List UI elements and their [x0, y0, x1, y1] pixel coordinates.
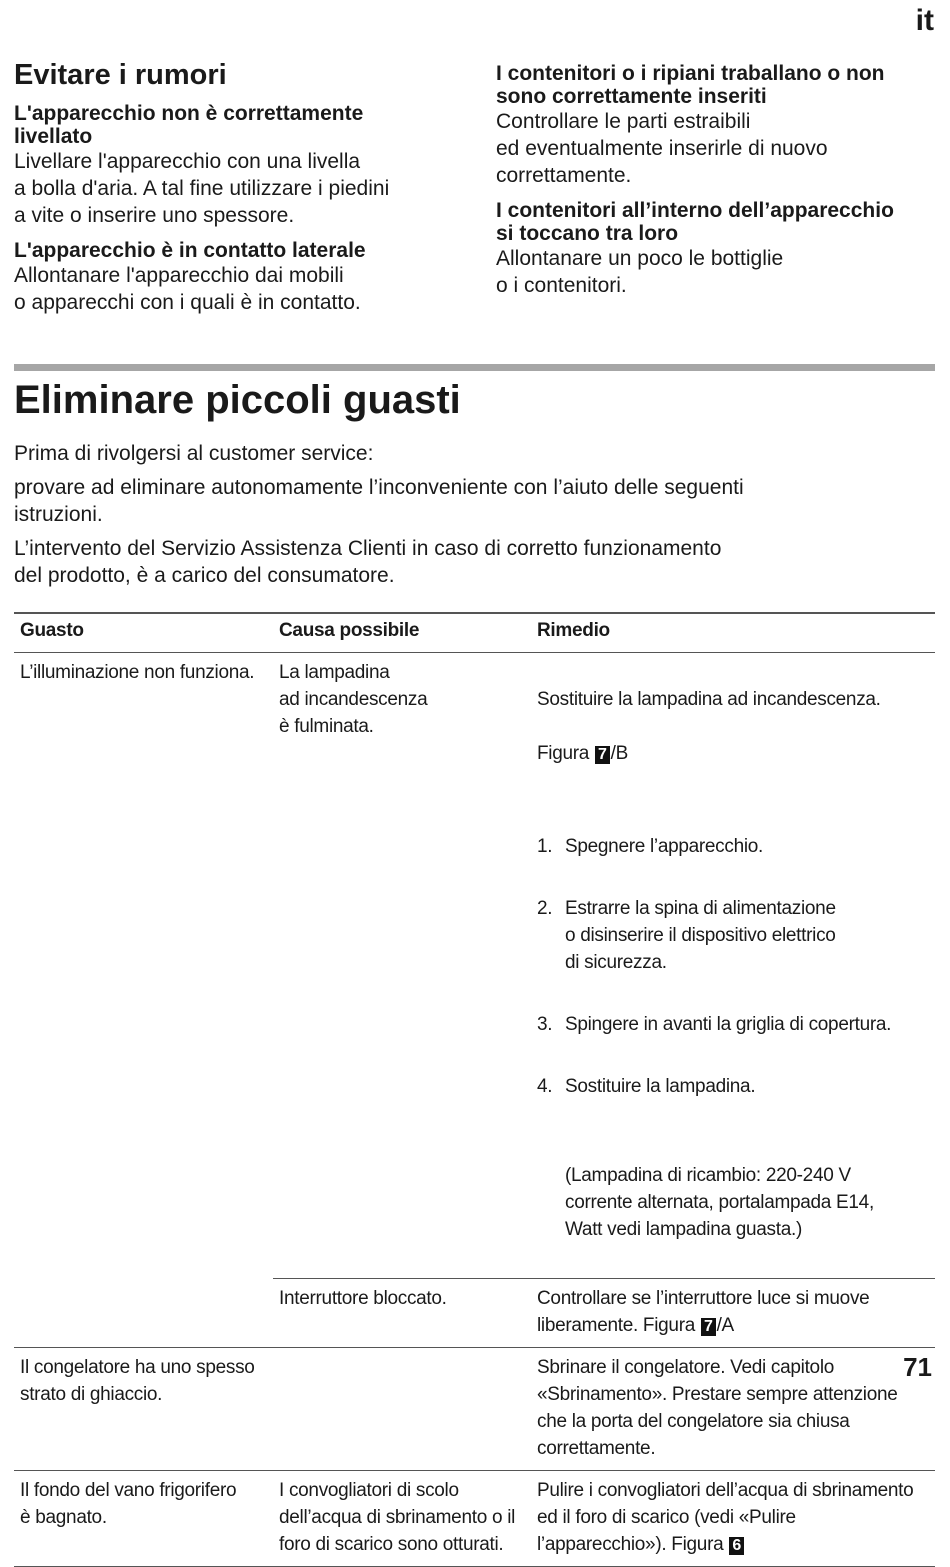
- figure-number-badge: 7: [595, 746, 610, 764]
- list-item: [537, 895, 929, 976]
- noise-heading-2: L'apparecchio è in contatto laterale: [14, 239, 366, 262]
- noise-heading-1: L'apparecchio non è correttamente livellato: [14, 102, 364, 148]
- remedy-cell: [531, 653, 935, 1279]
- noise-body-4: Allontanare un poco le bottiglie o i contenitori.: [496, 247, 784, 297]
- step-number: 4.: [537, 1076, 553, 1097]
- figure-suffix: /A: [716, 1315, 734, 1336]
- step-list: [537, 806, 929, 1135]
- figure-suffix: /B: [610, 743, 629, 764]
- figure-number-badge: 6: [729, 1537, 744, 1555]
- fault-cell: Il congelatore ha uno spesso strato di ghiaccio.: [14, 1348, 273, 1471]
- noise-heading-3: I contenitori o i ripiani traballano o non sono correttamente inseriti: [496, 62, 885, 108]
- cause-cell: [273, 1348, 531, 1471]
- noise-body-1: Livellare l'apparecchio con una livella a bolla d'aria. A tal fine utilizzare i piedini a vite o inserire uno spessore.: [14, 150, 390, 227]
- intro-line-2: provare ad eliminare autonomamente l’inconveniente con l’aiuto delle seguenti istruzioni.: [14, 476, 744, 526]
- cause-cell: La lampadina ad incandescenza è fulminata.: [279, 662, 428, 737]
- table-row: [14, 1348, 935, 1471]
- fault-cell: L’illuminazione non funziona.: [14, 653, 273, 1348]
- remedy-cell: [531, 1471, 935, 1567]
- noise-body-3: Controllare le parti estraibili ed eventualmente inserirle di nuovo correttamente.: [496, 110, 828, 187]
- step-text: Spingere in avanti la griglia di copertura.: [565, 1014, 892, 1035]
- step-text: Sostituire la lampadina.: [565, 1076, 756, 1097]
- intro-line-3: L’intervento del Servizio Assistenza Clienti in caso di corretto funzionamento del prodotto, è a carico del consumatore.: [14, 537, 722, 587]
- remedy-text: Controllare se l’interruttore luce si muove liberamente. Figura: [537, 1288, 870, 1336]
- remedy-figure-ref: [537, 740, 929, 767]
- fault-table: [14, 612, 935, 1567]
- remedy-text: Sostituire la lampadina ad incandescenza.: [537, 689, 881, 710]
- table-row: [14, 653, 935, 1279]
- noise-body-2: Allontanare l'apparecchio dai mobili o apparecchi con i quali è in contatto.: [14, 264, 361, 314]
- replacement-note: (Lampadina di ricambio: 220-240 V corrente alternata, portalampada E14, Watt vedi lampadina guasta.): [565, 1165, 874, 1240]
- step-number: 1.: [537, 836, 553, 857]
- step-text: Spegnere l’apparecchio.: [565, 836, 764, 857]
- remedy-cell: [531, 1279, 935, 1348]
- header-causa: Causa possibile: [273, 613, 531, 653]
- remedy-cell: Sbrinare il congelatore. Vedi capitolo «Sbrinamento». Prestare sempre attenzione che la porta del congelatore sia chiusa correttamente.: [531, 1348, 935, 1471]
- cause-cell: I convogliatori di scolo dell’acqua di sbrinamento o il foro di scarico sono otturati.: [273, 1471, 531, 1567]
- header-rimedio: Rimedio: [531, 613, 935, 653]
- remedy-text: Pulire i convogliatori dell’acqua di sbrinamento ed il foro di scarico (vedi «Pulire l’apparecchio»). Figura: [537, 1480, 914, 1555]
- step-number: 3.: [537, 1014, 553, 1035]
- language-tag: it: [915, 4, 934, 37]
- step-text: Estrarre la spina di alimentazione o disinserire il dispositivo elettrico di sicurezza.: [565, 898, 836, 973]
- fault-cell: Il fondo del vano frigorifero è bagnato.: [14, 1471, 273, 1567]
- section-title-faults: Eliminare piccoli guasti: [14, 378, 461, 422]
- intro-line-1: Prima di rivolgersi al customer service:: [14, 442, 374, 465]
- faults-intro: [14, 440, 914, 596]
- noise-right-column: [496, 62, 936, 309]
- step-number: 2.: [537, 898, 553, 919]
- figure-number-badge: 7: [701, 1318, 716, 1336]
- list-item: [537, 1011, 929, 1038]
- section-divider: [14, 364, 935, 371]
- page-number: 71: [903, 1352, 932, 1382]
- header-guasto: Guasto: [14, 613, 273, 653]
- noise-left-column: [14, 58, 454, 326]
- list-item: [537, 833, 929, 860]
- table-header-row: [14, 613, 935, 653]
- section-title-noise: Evitare i rumori: [14, 59, 227, 91]
- table-row: [14, 1471, 935, 1567]
- list-item: [537, 1073, 929, 1100]
- cause-cell: Interruttore bloccato.: [273, 1279, 531, 1348]
- figure-label: Figura: [537, 743, 595, 764]
- noise-heading-4: I contenitori all’interno dell’apparecchio si toccano tra loro: [496, 199, 894, 245]
